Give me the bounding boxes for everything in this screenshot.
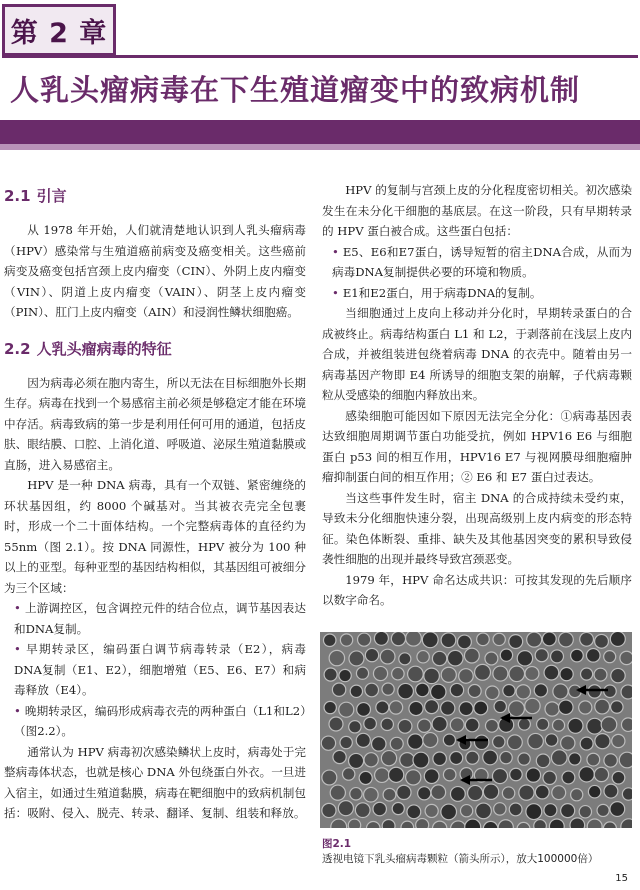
virus-particle (432, 716, 447, 731)
title-band (0, 120, 640, 144)
virus-particle (561, 736, 575, 750)
virus-particle (339, 702, 354, 717)
virus-particle (340, 634, 352, 646)
virus-particle (549, 819, 564, 828)
virus-particle (559, 700, 573, 714)
virus-particle (509, 701, 525, 717)
virus-particle (559, 632, 574, 647)
paragraph: HPV 是一种 DNA 病毒，具有一个双链、紧密缠绕的环状基因组，约 8000 个碱基对。当其被衣壳完全包裹时，形成一个二十面体结构。一个完整病毒体的直径约为 55nm（图 2.1）。按 DNA 同源性，HPV 被分为 100 种以上的亚型。每种亚型的基因结构相似，其基因组可被细分为三个区域： (4, 478, 306, 595)
virus-particle (622, 788, 632, 800)
virus-particle (375, 768, 390, 783)
virus-particle (382, 819, 395, 828)
virus-particle (537, 718, 549, 730)
paragraph: 感染细胞可能因如下原因无法完全分化：①病毒基因表达致细胞周期调节蛋白功能受抗，例如 HPV16 E6 与细胞蛋白 p53 间的相互作用，HPV16 E7 与视网膜母细胞瘤肿瘤抑制蛋白间的相互作用；② E6 和 E7 蛋白过表达。 (322, 408, 632, 484)
virus-particle (476, 803, 492, 819)
virus-particle (621, 718, 632, 732)
virus-particle (509, 666, 525, 682)
virus-particle (441, 667, 456, 682)
virus-particle (503, 684, 515, 696)
chapter-title: 人乳头瘤病毒在下生殖道瘤变中的致病机制 (10, 73, 581, 107)
virus-particle (383, 788, 396, 801)
virus-particle (329, 650, 344, 665)
virus-particle (323, 634, 335, 646)
virus-particle (500, 751, 512, 763)
virus-particle (579, 767, 594, 782)
virus-particle (459, 702, 473, 716)
virus-particle (620, 651, 632, 664)
virus-particle (397, 785, 411, 799)
list-item: • E5、E6和E7蛋白，诱导短暂的宿主DNA合成，从而为病毒DNA复制提供必要的环境和物质。 (332, 244, 632, 279)
virus-particle (459, 669, 474, 684)
virus-particle (416, 683, 430, 697)
virus-particle (364, 787, 379, 802)
list-item: • 早期转录区，编码蛋白调节病毒转录（E2），病毒DNA复制（E1、E2），细胞增殖（E5、E6、E7）和病毒释放（E4）。 (14, 642, 306, 697)
virus-particle (500, 649, 512, 661)
virus-particle (392, 667, 404, 679)
virus-particle (474, 735, 488, 749)
virus-particle (329, 717, 343, 731)
virus-particle (570, 818, 585, 828)
virus-particle (494, 803, 506, 815)
virus-particle (349, 753, 364, 768)
virus-particle (441, 804, 457, 820)
virus-particle (423, 733, 438, 748)
virus-particle (545, 702, 559, 716)
virus-particle (492, 769, 507, 784)
paragraph: 当这些事件发生时，宿主 DNA 的合成持续未受约束，导致未分化细胞快速分裂，出现高级别上皮内病变的形态特征。染色体断裂、重排、缺失及其他基因突变的累积导致侵袭性细胞的出现并最终导致宫颈恶变。 (322, 490, 632, 566)
virus-particle (509, 635, 523, 649)
virus-particle (571, 649, 584, 662)
virus-particle (408, 734, 423, 749)
virus-particle (324, 701, 336, 713)
virus-particle (322, 770, 337, 785)
virus-particle (400, 753, 415, 768)
virus-particle (621, 685, 632, 699)
virus-particle (493, 736, 505, 748)
virus-particle (525, 698, 540, 713)
virus-particle (372, 737, 386, 751)
virus-particle (450, 683, 463, 696)
virus-particle (322, 803, 336, 817)
virus-particle (568, 718, 583, 733)
virus-particle (604, 685, 616, 697)
virus-particle (443, 734, 455, 746)
virus-particle (502, 787, 514, 799)
virus-particle (417, 651, 429, 663)
chapter-label-box (2, 4, 116, 56)
virus-particle (425, 804, 438, 817)
virus-particle (356, 667, 368, 679)
virus-particle (595, 634, 609, 648)
virus-particle (545, 734, 558, 747)
virus-particle (586, 649, 600, 663)
virus-particle (516, 685, 530, 699)
virus-particle (358, 633, 371, 646)
virus-particle (418, 787, 431, 800)
virus-particle (485, 719, 498, 732)
virus-particle (350, 685, 362, 697)
virus-particle (528, 733, 544, 749)
virus-particle (381, 718, 393, 730)
virus-particle (553, 719, 565, 731)
virus-particle (611, 701, 623, 713)
virus-particle (468, 785, 483, 800)
virus-particle (544, 804, 557, 817)
virus-particle (534, 820, 547, 828)
virus-particle (380, 649, 395, 664)
virus-particle (450, 787, 465, 802)
virus-particle (416, 819, 429, 828)
virus-particle (408, 666, 424, 682)
virus-particle (483, 750, 498, 765)
virus-particle (432, 651, 446, 665)
section-heading-hpv: 2.2 人乳头瘤病毒的特征 (4, 339, 172, 358)
virus-particle (579, 701, 592, 714)
virus-particle (359, 771, 372, 784)
virus-particle (324, 668, 337, 681)
virus-particle (433, 752, 447, 766)
virus-particle (389, 767, 404, 782)
virus-particle (580, 737, 593, 750)
virus-particle (534, 684, 547, 697)
virus-particle (373, 666, 387, 680)
paragraph: 通常认为 HPV 病毒初次感染鳞状上皮时，病毒处于完整病毒体状态，也就是核心 DNA 外包绕蛋白外衣。一旦进入宿主，如通过生殖道黏膜，病毒在靶细胞中的致病机制包括：吸附、侵入、脱壳、转录、翻译、复制、组装和释放。 (4, 744, 306, 820)
virus-particle (477, 633, 490, 646)
virus-particle (527, 632, 542, 647)
virus-particle (561, 804, 575, 818)
virus-particle (374, 632, 388, 645)
virus-particle (518, 718, 530, 730)
electron-micrograph-figure (320, 632, 632, 828)
virus-particle (612, 734, 625, 747)
virus-particle (588, 785, 600, 797)
virus-particle (542, 632, 556, 646)
virus-particle (441, 633, 456, 648)
virus-particle (560, 667, 573, 680)
virus-particle (357, 703, 371, 717)
virus-particle (431, 785, 446, 800)
virus-particle (604, 784, 618, 798)
virus-particle (409, 701, 423, 715)
page-number: 15 (615, 873, 628, 884)
virus-particle (551, 750, 567, 766)
virus-particle (348, 819, 360, 828)
virus-particle (399, 653, 411, 665)
virus-particle (536, 754, 550, 768)
virus-particle (391, 632, 405, 646)
virus-particle (604, 651, 616, 663)
virus-particle (424, 668, 440, 684)
virus-particle (619, 752, 632, 768)
virus-particle (447, 650, 463, 666)
paragraph: 当细胞通过上皮向上移动并分化时，早期转录蛋白的合成被终止。病毒结构蛋白 L1 和 L2，于剥落前在浅层上皮内合成，并被组装进包绕着病毒 DNA 的衣壳中。随着由另一病毒基因产物即 E4 所诱导的细胞支架的崩解，子代病毒颗粒从受感染的细胞内释放出来。 (322, 306, 632, 402)
list-item: • 晚期转录区，编码形成病毒衣壳的两种蛋白（L1和L2）（图2.2）。 (14, 703, 306, 738)
virus-particle (406, 632, 422, 646)
virus-particle (431, 684, 446, 699)
virus-particle (611, 668, 625, 682)
virus-particle (551, 650, 564, 663)
virus-particle (612, 771, 625, 784)
virus-particle (543, 771, 556, 784)
list-item: • E1和E2蛋白，用于病毒DNA的复制。 (332, 285, 542, 300)
virus-particle (468, 685, 481, 698)
virus-particle (321, 736, 335, 750)
virus-particle (330, 785, 345, 800)
virus-particle (339, 669, 351, 681)
virus-particle (333, 750, 346, 763)
virus-particle (493, 666, 508, 681)
virus-particle (526, 768, 540, 782)
virus-particle (610, 632, 625, 646)
virus-particle (475, 664, 491, 680)
virus-particle (407, 805, 421, 819)
virus-particle (376, 701, 389, 714)
virus-particle (401, 821, 414, 828)
virus-particle (486, 686, 500, 700)
virus-particle (525, 667, 539, 681)
virus-particle (332, 683, 345, 696)
virus-particle (569, 753, 581, 765)
paragraph: 从 1978 年开始，人们就清楚地认识到人乳头瘤病毒（HPV）感染常与生殖道癌前病变及癌变相关。这些癌前病变及癌变包括宫颈上皮内瘤变（CIN）、外阴上皮内瘤变（VIN）、阴道上皮内瘤变（VAIN）、阴茎上皮内瘤变（PIN）、肛门上皮内瘤变（AIN）和浸润性鳞状细胞癌。 (4, 223, 306, 319)
virus-particle (579, 806, 591, 818)
virus-particle (474, 701, 488, 715)
virus-particle (364, 753, 378, 767)
virus-particle (398, 683, 414, 699)
virus-particle (450, 752, 463, 765)
virus-particle (382, 683, 394, 695)
virus-particle (381, 751, 396, 766)
virus-particle (364, 717, 377, 730)
virus-particle (526, 804, 542, 820)
virus-particle (350, 788, 362, 800)
virus-particle (587, 753, 600, 766)
virus-particle (406, 770, 421, 785)
virus-particle (349, 721, 361, 733)
virus-particle (517, 651, 532, 666)
virus-particle (424, 769, 439, 784)
virus-particle (355, 803, 370, 818)
virus-particle (425, 700, 439, 714)
virus-particle (509, 803, 522, 816)
virus-particle (535, 785, 549, 799)
micrograph-image (320, 632, 632, 828)
paragraph: 1979 年，HPV 命名达成共识：可按其发现的先后顺序以数字命名。 (322, 572, 632, 607)
paragraph: HPV 的复制与宫颈上皮的分化程度密切相关。初次感染发生在未分化干细胞的基底层。在这一阶段，只有早期转录的 HPV 蛋白被合成。这些蛋白包括： (322, 183, 632, 238)
virus-particle (338, 801, 353, 816)
virus-particle (390, 737, 403, 750)
virus-particle (465, 718, 479, 732)
virus-particle (535, 649, 548, 662)
virus-particle (587, 819, 602, 828)
section-heading-intro: 2.1 引言 (4, 187, 67, 205)
virus-particle (392, 803, 404, 815)
virus-particle (398, 719, 412, 733)
virus-particle (510, 768, 522, 780)
virus-particle (418, 719, 431, 732)
virus-particle (562, 771, 575, 784)
virus-particle (342, 768, 354, 780)
virus-particle (507, 735, 522, 750)
virus-particle (485, 652, 498, 665)
virus-particle (464, 648, 479, 663)
virus-particle (466, 751, 479, 764)
left-column (4, 180, 306, 824)
virus-particle (340, 736, 352, 748)
virus-particle (458, 635, 472, 649)
virus-particle (594, 767, 608, 781)
virus-particle (460, 805, 472, 817)
virus-particle (571, 789, 583, 801)
virus-particle (604, 754, 617, 767)
virus-particle (493, 633, 505, 645)
virus-particle (356, 733, 370, 747)
virus-particle (413, 752, 429, 768)
virus-particle (494, 700, 506, 712)
virus-particle (483, 784, 498, 799)
paragraph: 因为病毒必须在胞内寄生，所以无法在目标细胞外长期生存。病毒在找到一个易感宿主前必须是够稳定才能在环境中存活。病毒致病的第一步是利用任何可用的通道，包括皮肤、眼结膜、口腔、上消化道、呼吸道、泌尿生殖道黏膜或直肠，进入易感宿主。 (4, 375, 306, 472)
virus-particle (594, 668, 607, 681)
virus-particle (365, 683, 379, 697)
virus-particle (349, 651, 364, 666)
virus-particle (365, 648, 378, 661)
virus-particle (373, 802, 386, 815)
virus-particle (519, 785, 534, 800)
virus-particle (544, 665, 559, 680)
virus-particle (553, 684, 568, 699)
virus-particle (587, 718, 603, 734)
virus-particle (597, 804, 609, 816)
virus-particle (422, 632, 438, 648)
virus-particle (580, 632, 594, 646)
title-band-light (0, 144, 640, 150)
virus-particle (610, 802, 625, 817)
virus-particle (443, 768, 456, 781)
virus-particle (581, 668, 593, 680)
virus-particle (518, 753, 530, 765)
list-item: • 上游调控区，包含调控元件的结合位点，调节基因表达和DNA复制。 (14, 601, 306, 636)
virus-particle (552, 786, 566, 800)
chapter-label: 第 2 章 (10, 17, 108, 49)
right-column (322, 180, 632, 611)
virus-particle (441, 701, 455, 715)
virus-particle (389, 701, 402, 714)
virus-particle (595, 699, 610, 714)
virus-particle (595, 734, 610, 749)
virus-particle (450, 718, 464, 732)
virus-particle (601, 717, 617, 733)
virus-particle (588, 685, 601, 698)
title-rule (2, 55, 638, 58)
figure-caption: 图2.1透视电镜下乳头瘤病毒颗粒（箭头所示），放大100000倍） (322, 838, 599, 865)
